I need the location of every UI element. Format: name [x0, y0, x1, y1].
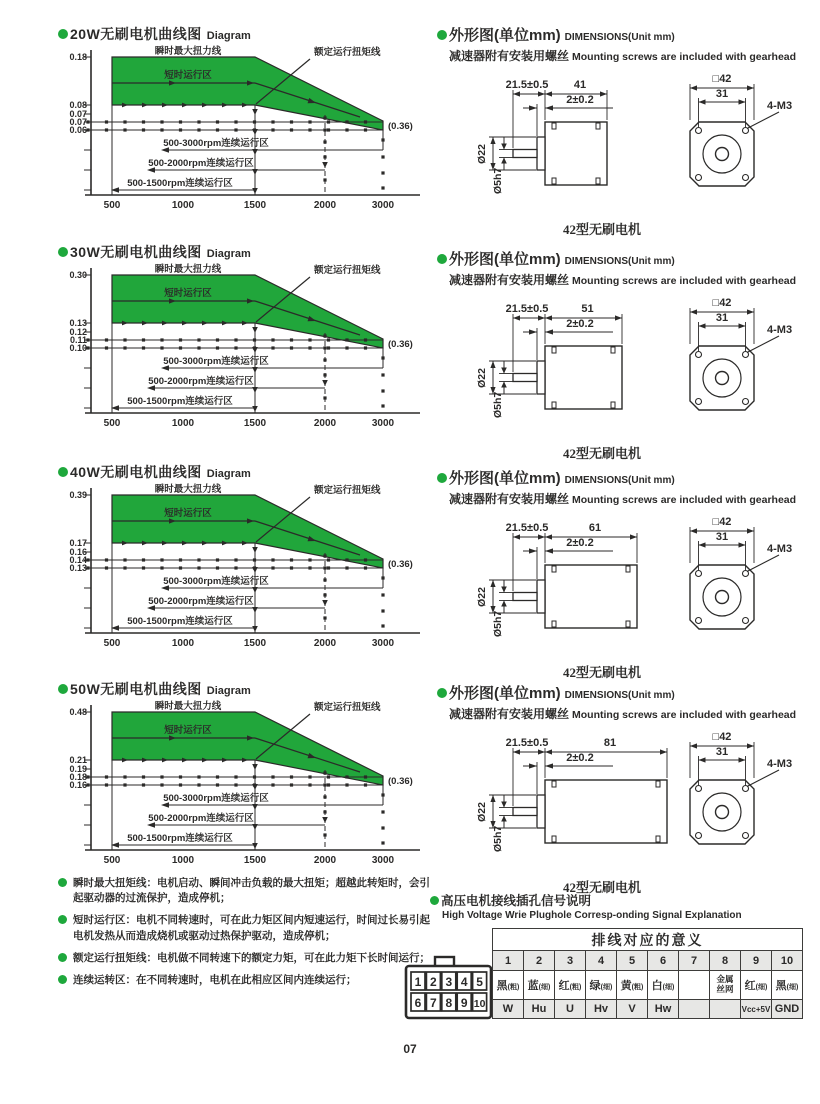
- zone-label: 500-3000rpm连续运行区: [163, 356, 269, 367]
- note-item: [58, 973, 440, 988]
- shaft-dia-dim: Ø5h7: [492, 167, 504, 194]
- table-header-row: [493, 929, 803, 951]
- note-item: [58, 876, 440, 906]
- wire-color-cell: 黑(粗): [493, 971, 524, 1000]
- shaft-dia-dim: Ø5h7: [492, 825, 504, 852]
- wire-color-cell: 黄(粗): [617, 971, 648, 1000]
- rated-torque-label: 额定运行扭矩线: [314, 485, 381, 496]
- instant-max-torque-label: 瞬时最大扭力线: [154, 46, 222, 57]
- torque-curve-svg: [58, 700, 430, 872]
- short-run-zone-label: 短时运行区: [164, 725, 212, 736]
- dimension-block-41: [437, 24, 820, 238]
- x-axis-label: 1500: [243, 855, 267, 866]
- y-axis-label: 0.17: [69, 538, 87, 548]
- chart-title-en: Diagram: [206, 468, 251, 480]
- bullet-icon: [58, 915, 67, 924]
- zone-label: 500-1500rpm连续运行区: [127, 616, 233, 627]
- zone-label: 500-3000rpm连续运行区: [163, 793, 269, 804]
- bullet-icon: [437, 254, 447, 264]
- body-length-dim: 81: [603, 737, 617, 749]
- dimension-title: 外形图(单位mm): [449, 470, 561, 487]
- wire-color-cell: 红(细): [741, 971, 772, 1000]
- notes-list: [58, 876, 440, 995]
- zone-label: 500-1500rpm连续运行区: [127, 833, 233, 844]
- chart-header: [58, 462, 433, 482]
- note-item: [58, 951, 440, 966]
- x-axis-label: 1000: [171, 418, 195, 429]
- pin-number: 1: [414, 975, 422, 989]
- signal-cell: U: [555, 1000, 586, 1019]
- zone-label: 500-2000rpm连续运行区: [148, 376, 254, 387]
- signal-cell: Hw: [648, 1000, 679, 1019]
- dimension-block-51: [437, 248, 820, 462]
- bolt-span-dim: 31: [715, 88, 729, 100]
- bullet-icon: [437, 473, 447, 483]
- dimension-subtitle: [449, 47, 820, 64]
- x-axis-label: 500: [103, 418, 121, 429]
- signal-cell: [679, 1000, 710, 1019]
- chart-title-en: Diagram: [206, 248, 251, 260]
- chart-title: 50W无刷电机曲线图: [70, 681, 202, 697]
- y-axis-label: 0.08: [69, 100, 87, 110]
- outline-drawing-svg: [437, 64, 820, 216]
- rated-torque-label: 额定运行扭矩线: [314, 265, 381, 276]
- shaft-length-dim: 21.5±0.5: [505, 737, 549, 749]
- plug-connector-diagram: [402, 953, 496, 1028]
- wiring-section: [400, 891, 820, 1015]
- shaft-length-dim: 21.5±0.5: [505, 303, 549, 315]
- signal-cell: W: [493, 1000, 524, 1019]
- dimension-subtitle-en: Mounting screws are included with gearhead: [572, 709, 797, 721]
- dimension-header: [437, 682, 820, 703]
- outline-drawing-svg: [437, 507, 820, 659]
- pin-number-row: [493, 951, 803, 971]
- torque-curve-svg: [58, 263, 430, 435]
- dimension-header: [437, 24, 820, 45]
- peak-annotation: (0.36): [388, 121, 413, 132]
- y-axis-label: 0.07: [69, 109, 87, 119]
- pin-number-cell: 10: [772, 951, 803, 971]
- chart-title: 30W无刷电机曲线图: [70, 244, 202, 260]
- y-axis-label: 0.39: [69, 490, 87, 500]
- x-axis-label: 2000: [313, 855, 337, 866]
- bolt-thread-label: 4-M3: [767, 324, 793, 336]
- chart-header: [58, 24, 433, 44]
- signal-cell: GND: [772, 1000, 803, 1019]
- dimension-title-en: DIMENSIONS(Unit mm): [564, 32, 675, 43]
- chart-block-40w: [58, 462, 433, 660]
- body-length-dim: 51: [581, 303, 594, 315]
- dimension-subtitle-cn: 减速器附有安装用螺丝: [449, 273, 570, 287]
- signal-cell: Vcc+5V: [741, 1000, 772, 1019]
- rated-torque-label: 额定运行扭矩线: [314, 702, 381, 713]
- bolt-span-dim: 31: [715, 531, 729, 543]
- y-axis-label: 0.48: [69, 707, 87, 717]
- zone-label: 500-2000rpm连续运行区: [148, 813, 254, 824]
- y-axis-label: 0.18: [69, 772, 87, 782]
- instant-max-torque-label: 瞬时最大扭力线: [154, 701, 222, 712]
- y-axis-label: 0.16: [69, 547, 87, 557]
- chart-title: 40W无刷电机曲线图: [70, 464, 202, 480]
- peak-annotation: (0.36): [388, 776, 413, 787]
- outline-drawing-61: [437, 507, 820, 664]
- pin-number-cell: 7: [679, 951, 710, 971]
- zone-label: 500-2000rpm连续运行区: [148, 596, 254, 607]
- square-dim: □42: [712, 731, 732, 743]
- signal-cell: Hu: [524, 1000, 555, 1019]
- drawing-caption: 42型无刷电机: [562, 665, 641, 680]
- torque-curve-chart-50w: [58, 700, 433, 877]
- outline-drawing-svg: [437, 288, 820, 440]
- x-axis-label: 1000: [171, 638, 195, 649]
- x-axis-label: 1500: [243, 418, 267, 429]
- outline-drawing-svg: [437, 722, 820, 874]
- instant-max-torque-label: 瞬时最大扭力线: [154, 484, 222, 495]
- y-axis-label: 0.18: [69, 52, 87, 62]
- pin-number: 8: [445, 996, 453, 1010]
- torque-curve-svg: [58, 483, 430, 655]
- note-text: 瞬时最大扭矩线：电机启动、瞬间冲击负载的最大扭矩；超越此转矩时，会引起驱动器的过流保护，造成停机；: [73, 877, 430, 905]
- pin-number-cell: 4: [586, 951, 617, 971]
- zone-label: 500-3000rpm连续运行区: [163, 138, 269, 149]
- x-axis-label: 2000: [313, 200, 337, 211]
- boss-dim: 2±0.2: [566, 752, 594, 764]
- pin-number-cell: 8: [710, 951, 741, 971]
- zone-label: 500-3000rpm连续运行区: [163, 576, 269, 587]
- note-text: 短时运行区：电机不同转速时，可在此力矩区间内短速运行，时间过长易引起电机发热从而造成烧机或驱动过热保护驱动，造成停机；: [73, 914, 430, 942]
- dimension-subtitle-en: Mounting screws are included with gearhead: [572, 51, 797, 63]
- y-axis-label: 0.13: [69, 563, 87, 573]
- bullet-icon: [58, 29, 68, 39]
- wire-color-cell: 黑(细): [772, 971, 803, 1000]
- bolt-thread-label: 4-M3: [767, 758, 793, 770]
- y-axis-label: 0.21: [69, 755, 87, 765]
- dimension-subtitle-cn: 减速器附有安装用螺丝: [449, 49, 570, 63]
- table-header-cell: 排线对应的意义: [493, 929, 803, 951]
- x-axis-label: 500: [103, 638, 121, 649]
- y-axis-label: 0.07: [69, 117, 87, 127]
- signal-cell: Hv: [586, 1000, 617, 1019]
- outline-drawing-51: [437, 288, 820, 445]
- bolt-span-dim: 31: [715, 312, 729, 324]
- short-run-zone-label: 短时运行区: [164, 288, 212, 299]
- note-text: 连续运转区：在不同转速时，电机在此相应区间内连续运行；: [73, 974, 357, 987]
- flange-dia-dim: Ø22: [476, 368, 488, 388]
- bolt-span-dim: 31: [715, 746, 729, 758]
- x-axis-label: 3000: [371, 418, 395, 429]
- shaft-dia-dim: Ø5h7: [492, 391, 504, 418]
- dimension-title: 外形图(单位mm): [449, 27, 561, 44]
- wire-color-cell: 蓝(细): [524, 971, 555, 1000]
- x-axis-label: 3000: [371, 855, 395, 866]
- square-dim: □42: [712, 297, 732, 309]
- bullet-icon: [58, 975, 67, 984]
- peak-annotation: (0.36): [388, 339, 413, 350]
- pin-number-cell: 5: [617, 951, 648, 971]
- flange-dia-dim: Ø22: [476, 144, 488, 164]
- zone-label: 500-1500rpm连续运行区: [127, 178, 233, 189]
- wire-color-cell: 白(细): [648, 971, 679, 1000]
- body-length-dim: 61: [588, 522, 602, 534]
- y-axis-label: 0.06: [69, 125, 87, 135]
- instant-max-torque-label: 瞬时最大扭力线: [154, 264, 222, 275]
- rated-torque-label: 额定运行扭矩线: [314, 47, 381, 58]
- dimension-subtitle: [449, 705, 820, 722]
- pin-number: 4: [460, 975, 468, 989]
- y-axis-label: 0.19: [69, 764, 87, 774]
- chart-header: [58, 679, 433, 699]
- y-axis-label: 0.10: [69, 343, 87, 353]
- boss-dim: 2±0.2: [566, 537, 594, 549]
- dimension-subtitle-cn: 减速器附有安装用螺丝: [449, 707, 570, 721]
- pin-number: 2: [430, 975, 437, 989]
- torque-curve-chart-40w: [58, 483, 433, 660]
- dimension-title-en: DIMENSIONS(Unit mm): [564, 475, 675, 486]
- bolt-thread-label: 4-M3: [767, 100, 793, 112]
- y-axis-label: 0.30: [69, 270, 87, 280]
- bullet-icon: [437, 30, 447, 40]
- wire-color-cell: [679, 971, 710, 1000]
- shaft-length-dim: 21.5±0.5: [505, 79, 549, 91]
- pin-number-cell: 9: [741, 951, 772, 971]
- y-axis-label: 0.11: [69, 335, 87, 345]
- pin-number: 3: [445, 975, 453, 989]
- zone-label: 500-1500rpm连续运行区: [127, 396, 233, 407]
- torque-curve-svg: [58, 45, 430, 217]
- drawing-caption: 42型无刷电机: [562, 880, 641, 895]
- dimension-subtitle-cn: 减速器附有安装用螺丝: [449, 492, 570, 506]
- outline-drawing-81: [437, 722, 820, 879]
- bullet-icon: [58, 247, 68, 257]
- chart-header: [58, 242, 433, 262]
- dimension-block-61: [437, 467, 820, 681]
- square-dim: □42: [712, 516, 732, 528]
- dimension-header: [437, 467, 820, 488]
- signal-cell: [710, 1000, 741, 1019]
- drawing-caption: 42型无刷电机: [562, 222, 641, 237]
- bolt-thread-label: 4-M3: [767, 543, 793, 555]
- zone-label: 500-2000rpm连续运行区: [148, 158, 254, 169]
- chart-block-30w: [58, 242, 433, 440]
- chart-title: 20W无刷电机曲线图: [70, 26, 202, 42]
- page-number: 07: [403, 1042, 417, 1056]
- bullet-icon: [437, 688, 447, 698]
- dimension-subtitle-en: Mounting screws are included with gearhead: [572, 275, 797, 287]
- dimension-title: 外形图(单位mm): [449, 251, 561, 268]
- wire-color-cell: 绿(细): [586, 971, 617, 1000]
- dimension-title-en: DIMENSIONS(Unit mm): [564, 690, 675, 701]
- wiring-title: 高压电机接线插孔信号说明: [441, 894, 592, 908]
- chart-block-50w: [58, 679, 433, 877]
- dimension-subtitle: [449, 271, 820, 288]
- pin-number-cell: 1: [493, 951, 524, 971]
- wire-color-cell: 金属 丝网: [710, 971, 741, 1000]
- pin-number: 9: [460, 996, 468, 1010]
- x-axis-label: 1000: [171, 200, 195, 211]
- y-axis-label: 0.13: [69, 318, 87, 328]
- x-axis-label: 3000: [371, 638, 395, 649]
- short-run-zone-label: 短时运行区: [164, 508, 212, 519]
- pin-number-cell: 3: [555, 951, 586, 971]
- x-axis-label: 3000: [371, 200, 395, 211]
- chart-block-20w: [58, 24, 433, 222]
- peak-annotation: (0.36): [388, 559, 413, 570]
- square-dim: □42: [712, 73, 732, 85]
- y-axis-label: 0.14: [69, 555, 87, 565]
- wire-color-row: [493, 971, 803, 1000]
- pin-number: 6: [414, 996, 422, 1010]
- bullet-icon: [58, 878, 67, 887]
- bullet-icon: [58, 467, 68, 477]
- flange-dia-dim: Ø22: [476, 802, 488, 822]
- short-run-zone-label: 短时运行区: [164, 70, 212, 81]
- shaft-length-dim: 21.5±0.5: [505, 522, 549, 534]
- wiring-title-en: High Voltage Wrie Plughole Corresp-onding Signal Explanation: [442, 910, 742, 921]
- pin-number: 10: [473, 998, 486, 1010]
- x-axis-label: 500: [103, 200, 121, 211]
- torque-curve-chart-30w: [58, 263, 433, 440]
- y-axis-label: 0.12: [69, 327, 87, 337]
- note-text: 额定运行扭矩线：电机做不同转速下的额定力矩，可在此力矩下长时间运行；: [73, 951, 430, 964]
- x-axis-label: 2000: [313, 638, 337, 649]
- x-axis-label: 500: [103, 855, 121, 866]
- wire-color-cell: 红(粗): [555, 971, 586, 1000]
- dimension-title-en: DIMENSIONS(Unit mm): [564, 256, 675, 267]
- torque-curve-chart-20w: [58, 45, 433, 222]
- dimension-block-81: [437, 682, 820, 896]
- pin-number-cell: 2: [524, 951, 555, 971]
- body-length-dim: 41: [573, 79, 587, 91]
- dimensions-column: [437, 22, 820, 895]
- wiring-title-row: [430, 891, 820, 909]
- y-axis-label: 0.16: [69, 780, 87, 790]
- x-axis-label: 1000: [171, 855, 195, 866]
- flange-dia-dim: Ø22: [476, 587, 488, 607]
- outline-drawing-41: [437, 64, 820, 221]
- x-axis-label: 1500: [243, 638, 267, 649]
- x-axis-label: 1500: [243, 200, 267, 211]
- x-axis-label: 2000: [313, 418, 337, 429]
- pin-number: 5: [476, 975, 483, 989]
- pin-number-cell: 6: [648, 951, 679, 971]
- pin-number: 7: [430, 996, 437, 1010]
- charts-column: [58, 22, 433, 882]
- connector-svg: [402, 953, 496, 1023]
- boss-dim: 2±0.2: [566, 94, 594, 106]
- bullet-icon: [58, 684, 68, 694]
- dimension-header: [437, 248, 820, 269]
- signal-row: [493, 1000, 803, 1019]
- drawing-caption: 42型无刷电机: [562, 446, 641, 461]
- dimension-subtitle-en: Mounting screws are included with gearhead: [572, 494, 797, 506]
- shaft-dia-dim: Ø5h7: [492, 610, 504, 637]
- dimension-title: 外形图(单位mm): [449, 685, 561, 702]
- signal-cell: V: [617, 1000, 648, 1019]
- boss-dim: 2±0.2: [566, 318, 594, 330]
- note-item: [58, 913, 440, 943]
- chart-title-en: Diagram: [206, 685, 251, 697]
- bullet-icon: [430, 896, 439, 905]
- chart-title-en: Diagram: [206, 30, 251, 42]
- bullet-icon: [58, 953, 67, 962]
- dimension-subtitle: [449, 490, 820, 507]
- wiring-table: [492, 928, 803, 1019]
